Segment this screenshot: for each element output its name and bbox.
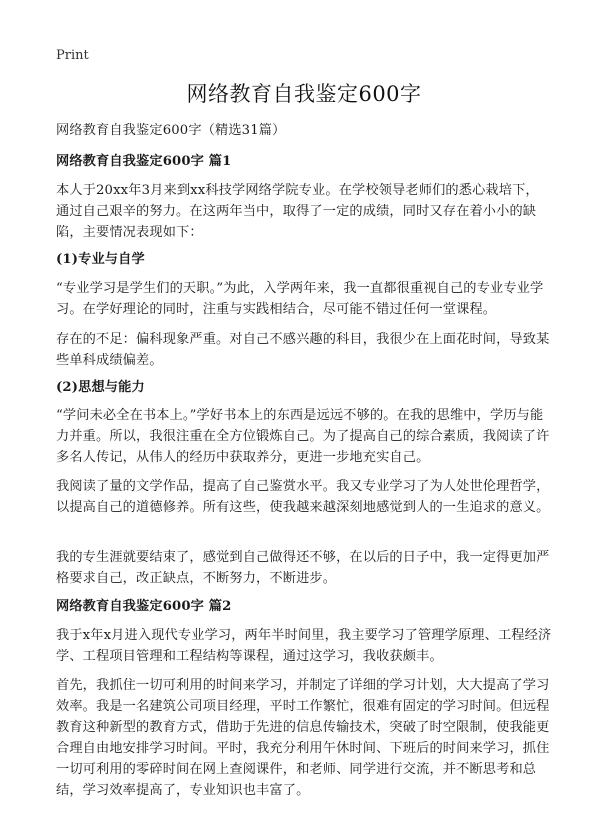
- section-heading-2: 网络教育自我鉴定600字 篇2: [56, 599, 232, 614]
- document-subtitle: 网络教育自我鉴定600字（精选31篇）: [56, 123, 286, 138]
- paragraph-1: 本人于20xx年3月来到xx科技学网络学院专业。在学校领导老师们的悉心栽培下，通过自己艰辛的努力。在这两年当中，取得了一定的成绩，同时又存在着小小的缺陷，主要情况表现如下：: [56, 183, 539, 240]
- paragraph-4: “学问未必全在书本上。”学好书本上的东西是远远不够的。在我的思维中，学历与能力并重。所以，我很注重在全方位锻炼自己。为了提高自己的综合素质，我阅读了许多名人传记，从伟人的经历中获取养分，更进一步地充实自己。: [56, 408, 550, 465]
- paragraph-5: 我阅读了量的文学作品，提高了自己鉴赏水平。我又专业学习了为人处世伦理哲学，以提高自己的道德修养。所有这些，使我越来越深刻地感觉到人的一生追求的意义。: [56, 479, 550, 515]
- paragraph-2: “专业学习是学生们的天职。”为此，入学两年来，我一直都很重视自己的专业专业学习。在学好理论的同时，注重与实践相结合，尽可能不错过任何一堂课程。: [56, 281, 544, 317]
- print-label[interactable]: Print: [56, 48, 89, 63]
- paragraph-6: 我的专生涯就要结束了，感觉到自己做得还不够，在以后的日子中，我一定得更加严格要求自己，改正缺点，不断努力，不断进步。: [56, 550, 550, 586]
- paragraph-8: 首先，我抓住一切可利用的时间来学习，并制定了详细的学习计划，大大提高了学习效率。我是一名建筑公司项目经理，平时工作繁忙，很难有固定的学习时间。但远程教育这种新型的教育方式，借助于先进的信息传输技术，突破了时空限制，使我能更合理自由地安排学习时间。平时，我充分利用午休时间、下班后的时间来学习，抓住一切可利用的零碎时间在网上查阅课件，和老师、同学进行交流，并不断思考和总结，学习效率提高了，专业知识也丰富了。: [56, 678, 550, 798]
- paragraph-3: 存在的不足：偏科现象严重。对自己不感兴趣的科目，我很少在上面花时间，导致某些单科成绩偏差。: [56, 332, 550, 368]
- subheading-1: (1)专业与自学: [56, 252, 145, 267]
- subheading-2: (2)思想与能力: [56, 380, 145, 395]
- section-heading-1: 网络教育自我鉴定600字 篇1: [56, 154, 232, 169]
- paragraph-7: 我于x年x月进入现代专业学习，两年半时间里，我主要学习了管理学原理、工程经济学、工程项目管理和工程结构等课程，通过这学习，我收获颇丰。: [56, 628, 552, 664]
- document-title: 网络教育自我鉴定600字: [186, 82, 422, 106]
